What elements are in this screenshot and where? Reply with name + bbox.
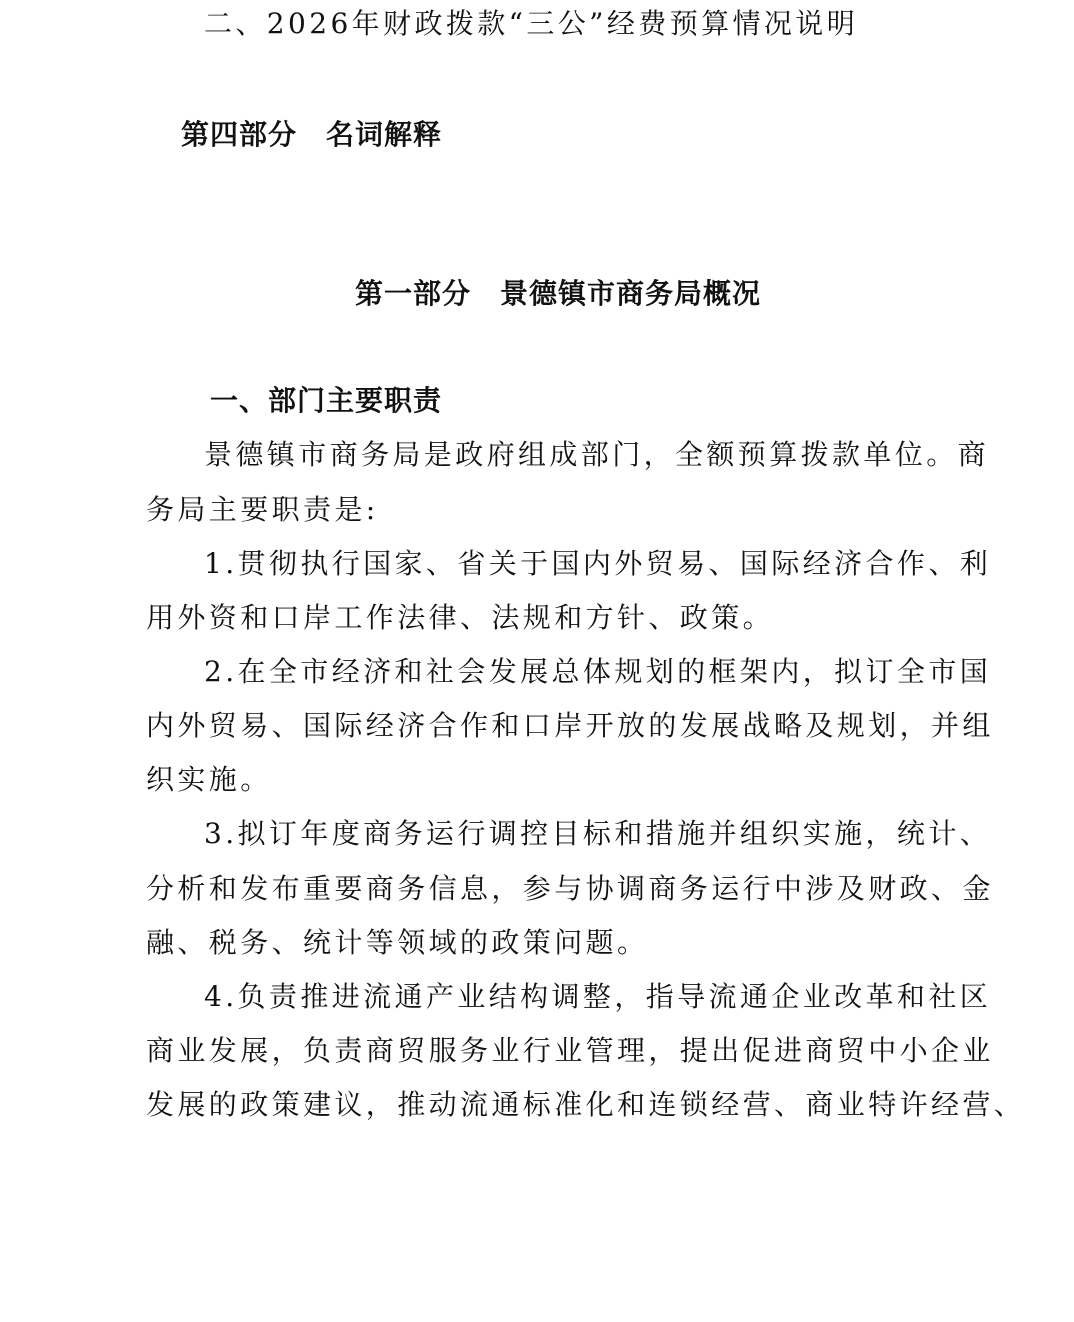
item-1-line-1: 1.贯彻执行国家、省关于国内外贸易、国际经济合作、利 <box>204 547 992 580</box>
item-3-line-2: 分析和发布重要商务信息，参与协调商务运行中涉及财政、金 <box>146 872 994 905</box>
part-1-title: 第一部分 景德镇市商务局概况 <box>355 277 762 310</box>
item-1-line-2: 用外资和口岸工作法律、法规和方针、政策。 <box>146 601 775 634</box>
item-2-line-3: 织实施。 <box>146 763 272 796</box>
paragraph-intro-line-1: 景德镇市商务局是政府组成部门，全额预算拨款单位。商 <box>204 438 990 471</box>
item-3-line-1: 3.拟订年度商务运行调控目标和措施并组织实施，统计、 <box>204 817 992 850</box>
item-2-line-2: 内外贸易、国际经济合作和口岸开放的发展战略及规划，并组 <box>146 709 994 742</box>
item-2-line-1: 2.在全市经济和社会发展总体规划的框架内，拟订全市国 <box>204 655 992 688</box>
item-4-line-2: 商业发展，负责商贸服务业行业管理，提出促进商贸中小企业 <box>146 1034 994 1067</box>
toc-item-2: 二、2026年财政拨款“三公”经费预算情况说明 <box>204 7 859 40</box>
section-1-title: 一、部门主要职责 <box>210 384 443 417</box>
item-4-line-3: 发展的政策建议，推动流通标准化和连锁经营、商业特许经营、 <box>146 1088 1026 1121</box>
paragraph-intro-line-2: 务局主要职责是: <box>146 493 379 526</box>
toc-part-4: 第四部分 名词解释 <box>181 118 443 151</box>
item-3-line-3: 融、税务、统计等领域的政策问题。 <box>146 926 649 959</box>
item-4-line-1: 4.负责推进流通产业结构调整，指导流通企业改革和社区 <box>204 980 992 1013</box>
